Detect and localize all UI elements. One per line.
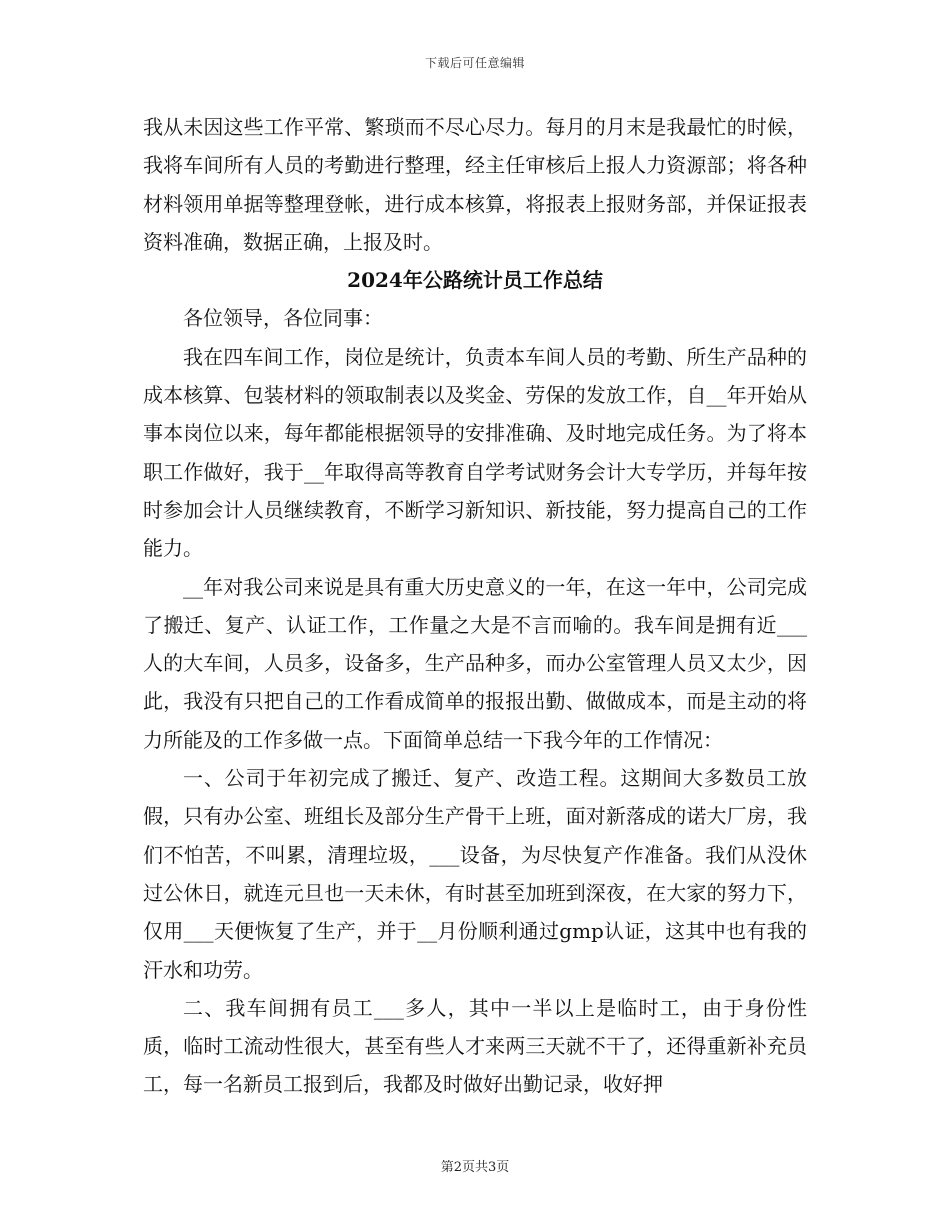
paragraph-4: 二、我车间拥有员工___多人，其中一半以上是临时工，由于身份性质，临时工流动性很大，甚至有些人才来两三天就不干了，还得重新补充员工，每一名新员工报到后，我都及时做好出勤记录，收好押 [143,995,807,1097]
page-footer: 第2页共3页 [440,1160,510,1175]
continuation-paragraph: 我从未因这些工作平常、繁琐而不尽心尽力。每月的月末是我最忙的时候，我将车间所有人员的考勤进行整理，经主任审核后上报人力资源部；将各种材料领用单据等整理登帐，进行成本核算，将报表上报财务部，并保证报表资料准确，数据正确，上报及时。 [143,115,807,254]
paragraph-3: 一、公司于年初完成了搬迁、复产、改造工程。这期间大多数员工放假，只有办公室、班组长及部分生产骨干上班，面对新落成的诺大厂房，我们不怕苦，不叫累，清理垃圾，___设备，为尽快复产作准备。我们从没休过公休日，就连元旦也一天未休，有时甚至加班到深夜，在大家的努力下，仅用___天便恢复了生产，并于__月份顺利通过gmp认证，这其中也有我的汗水和功劳。 [143,766,807,982]
paragraph-2: __年对我公司来说是具有重大历史意义的一年，在这一年中，公司完成了搬迁、复产、认证工作，工作量之大是不言而喻的。我车间是拥有近___人的大车间，人员多，设备多，生产品种多，而办公室管理人员又太少，因此，我没有只把自己的工作看成简单的报报出勤、做做成本，而是主动的将力所能及的工作多做一点。下面简单总结一下我今年的工作情况： [143,574,807,752]
document-body [143,108,807,1104]
page-header: 下载后可任意编辑 [424,56,525,70]
greeting: 各位领导，各位同事： [183,306,383,331]
document-title: 2024年公路统计员工作总结 [347,268,603,293]
paragraph-1: 我在四车间工作，岗位是统计，负责本车间人员的考勤、所生产品种的成本核算、包装材料的领取制表以及奖金、劳保的发放工作，自__年开始从事本岗位以来，每年都能根据领导的安排准确、及时地完成任务。为了将本职工作做好，我于__年取得高等教育自学考试财务会计大专学历，并每年按时参加会计人员继续教育，不断学习新知识、新技能，努力提高自己的工作能力。 [143,344,807,561]
